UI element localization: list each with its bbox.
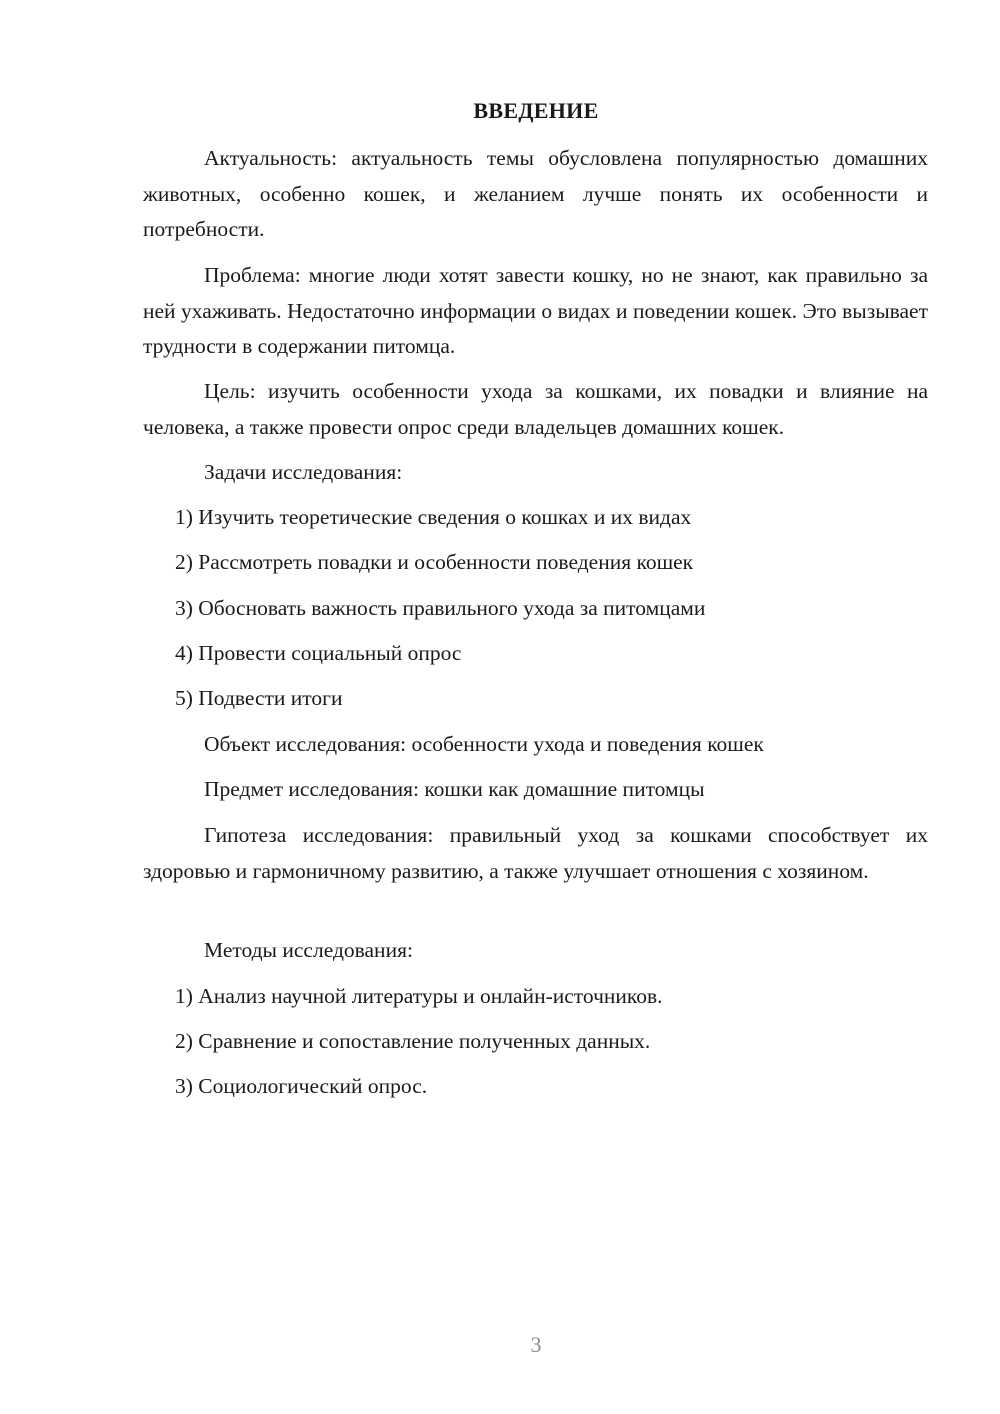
list-item: 2) Рассмотреть повадки и особенности поведения кошек bbox=[175, 550, 694, 574]
list-item: 5) Подвести итоги bbox=[175, 686, 343, 710]
subject-line: Предмет исследования: кошки как домашние питомцы bbox=[204, 777, 705, 801]
methods-heading: Методы исследования: bbox=[204, 938, 413, 962]
goal-paragraph: Цель: изучить особенности ухода за кошками, их повадки и влияние на человека, а также провести опрос среди владельцев домашних кошек. bbox=[143, 379, 928, 439]
subject-section bbox=[143, 772, 928, 808]
list-item: 4) Провести социальный опрос bbox=[175, 641, 462, 665]
relevance-section bbox=[143, 141, 928, 248]
methods-list bbox=[143, 979, 928, 1015]
list-item: 3) Социологический опрос. bbox=[175, 1074, 428, 1098]
methods-list-row bbox=[143, 1069, 928, 1105]
tasks-section bbox=[143, 455, 928, 491]
problem-paragraph: Проблема: многие люди хотят завести кошку, но не знают, как правильно за ней ухаживать. Недостаточно информации о видах и поведении кошек. Это вызывает трудности в содержании питомца. bbox=[143, 263, 928, 358]
tasks-list bbox=[143, 500, 928, 536]
goal-section bbox=[143, 374, 928, 445]
hypothesis-section bbox=[143, 818, 928, 889]
tasks-list-row bbox=[143, 591, 928, 627]
tasks-list-row bbox=[143, 545, 928, 581]
list-item: 2) Сравнение и сопоставление полученных данных. bbox=[175, 1029, 651, 1053]
object-line: Объект исследования: особенности ухода и поведения кошек bbox=[204, 732, 764, 756]
hypothesis-paragraph: Гипотеза исследования: правильный уход за кошками способствует их здоровью и гармоничному развитию, а также улучшает отношения с хозяином. bbox=[143, 823, 928, 883]
relevance-paragraph: Актуальность: актуальность темы обусловлена популярностью домашних животных, особенно кошек, и желанием лучше понять их особенности и потребности. bbox=[143, 146, 928, 241]
page-number: 3 bbox=[530, 1332, 542, 1357]
list-item: 1) Изучить теоретические сведения о кошках и их видах bbox=[175, 505, 692, 529]
object-section bbox=[143, 727, 928, 763]
tasks-heading: Задачи исследования: bbox=[204, 460, 403, 484]
methods-section bbox=[143, 933, 928, 969]
tasks-list-row bbox=[143, 681, 928, 717]
methods-list-row bbox=[143, 1024, 928, 1060]
problem-section bbox=[143, 258, 928, 365]
page-title: ВВЕДЕНИЕ bbox=[473, 98, 599, 123]
list-item: 1) Анализ научной литературы и онлайн-источников. bbox=[175, 984, 663, 1008]
tasks-list-row bbox=[143, 636, 928, 672]
list-item: 3) Обосновать важность правильного ухода за питомцами bbox=[175, 596, 706, 620]
